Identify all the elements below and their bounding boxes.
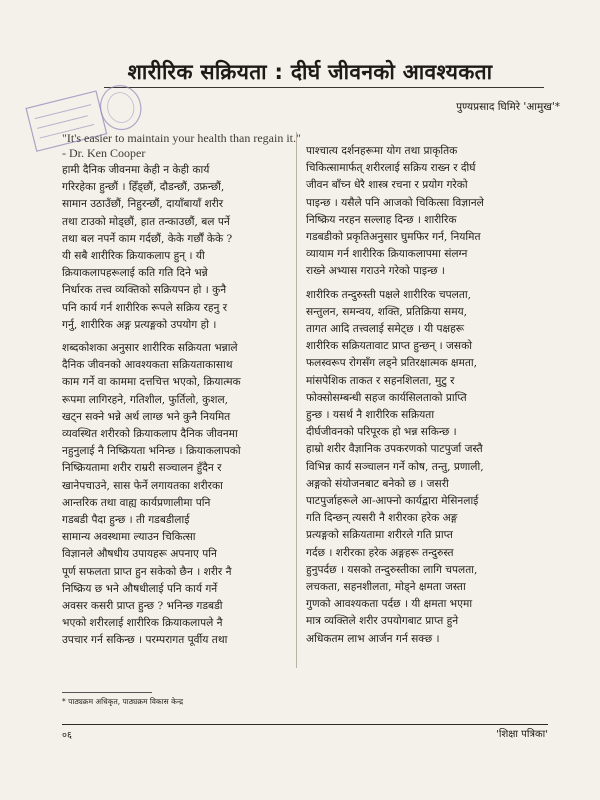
text-line: यी सबै शारीरिक क्रियाकलाप हुन् । यी — [62, 250, 205, 263]
text-line: निष्क्रिय छ भने औषधीलाई पनि कार्य गर्ने — [62, 582, 218, 595]
text-line: गुणको आवश्यकता पर्दछ । यी क्षमता भएमा — [306, 598, 473, 611]
left-paragraph-2 — [62, 340, 307, 650]
text-line: शारीरिक तन्दुरुस्ती पक्षले शारीरिक चपलता, — [306, 288, 471, 301]
text-line: पाइन्छ । यसैले पनि आजको चिकित्सा विज्ञानले — [306, 196, 484, 209]
text-line: निर्धारक तत्त्व व्यक्तिको सक्रियपन हो । कुनै — [62, 284, 227, 297]
text-line: शारीरिक सक्रियतावाट प्राप्त हुन्छन् । जसको — [306, 340, 472, 353]
text-line: क्रियाकलापहरूलाई कति गति दिने भन्ने — [62, 267, 208, 280]
epigraph-quote: "It's easier to maintain your health than regain it." - Dr. Ken Cooper — [62, 131, 301, 160]
right-paragraph-2 — [306, 287, 548, 648]
text-line: व्यायाम गर्न शारीरिक क्रियाकलापमा संलग्न — [306, 248, 468, 261]
text-line: फलस्वरूप रोगसँग लड्ने प्रतिरक्षात्मक क्षमता, — [306, 357, 477, 370]
text-line: तथा बल नपर्ने काम गर्दछौं, केके गर्छौं केके ? — [62, 232, 233, 245]
text-line: तथा टाउको मोड्छौं, हात तन्काउछौं, बल पर्ने — [62, 215, 230, 228]
text-line: निष्क्रिय नरहन सल्लाह दिन्छ । शारीरिक — [306, 213, 457, 226]
journal-name: 'शिक्षा पत्रिका' — [496, 729, 548, 740]
text-line: तागत आदि तत्त्वलाई समेट्छ । यी पक्षहरू — [306, 323, 464, 336]
column-divider — [296, 132, 297, 668]
text-line: खट्न सक्ने भन्ने अर्थ लाग्छ भने कुनै नियमित — [62, 410, 231, 423]
text-line: सामान्य अवस्थामा ल्याउन चिकित्सा — [62, 531, 196, 544]
text-line: फोक्सोसम्बन्धी सहज कार्यसिलताको प्राप्ति — [306, 391, 467, 404]
text-line: हाम्रो शरीर वैज्ञानिक उपकरणको पाटपुर्जा जस्तै — [306, 443, 483, 456]
text-line: गर्दछ । शरीरका हरेक अङ्गहरू तन्दुरुस्त — [306, 546, 454, 559]
text-line: गर्नु, शारीरिक अङ्ग प्रत्यङ्गको उपयोग हो । — [62, 318, 217, 331]
text-line: सामान उठाउँछौं, निहुरन्छौं, दायाँबायाँ शरीर — [62, 198, 224, 211]
text-line: हुन्छ । यसर्थ नै शारीरिक सक्रियता — [306, 409, 435, 422]
footnote-rule — [62, 692, 152, 693]
text-line: अङ्गको संयोजनबाट बनेको छ । जसरी — [306, 477, 449, 490]
text-line: आन्तरिक तथा वाह्य कार्यप्रणालीमा पनि — [62, 496, 211, 509]
text-line: विज्ञानले औषधीय उपायहरू अपनाए पनि — [62, 548, 217, 561]
text-line: सन्तुलन, समन्वय, शक्ति, प्रतिक्रिया समय, — [306, 305, 468, 318]
text-line: विभिन्न कार्य सञ्चालन गर्ने कोष, तन्तु, प्रणाली, — [306, 460, 484, 473]
text-line: मांसपेशिक ताकत र सहनशिलता, मुटु र — [306, 374, 455, 387]
text-line: पूर्ण सफलता प्राप्त हुन सकेको छैन । शरीर नै — [62, 565, 232, 578]
text-line: पाश्चात्य दर्शनहरूमा योग तथा प्राकृतिक — [306, 145, 458, 157]
text-line: शब्दकोशका अनुसार शारीरिक सक्रियता भन्नाले — [62, 342, 238, 355]
left-paragraph-1 — [62, 162, 307, 334]
text-line: खानेपचाउने, सास फेर्ने लगायतका शरीरका — [62, 479, 223, 492]
text-line: हुनुपर्दछ । यसको तन्दुरुस्तीका लागि चपलता, — [306, 563, 478, 576]
text-line: पनि कार्य गर्न शारीरिक रूपले सक्रिय रहनु र — [62, 301, 228, 314]
text-line: गडबडीको प्रकृतिअनुसार घुमफिर गर्न, नियमित — [306, 231, 481, 244]
text-line: उपचार गर्न सकिन्छ । परम्परागत पूर्वीय तथा — [62, 634, 228, 647]
text-line: दैनिक जीवनको आवश्यकता सक्रियताकासाथ — [62, 359, 233, 372]
text-line: जीवन बाँच्न धेरै शास्त्र रचना र प्रयोग गरेको — [306, 179, 468, 192]
text-line: रूपमा लागिरहने, गतिशील, फुर्तिलो, कुशल, — [62, 393, 229, 406]
right-paragraph-1 — [306, 143, 548, 281]
title-underline — [104, 87, 544, 88]
text-line: प्रत्यङ्गको सक्रियतामा शरीरले गति प्राप्त — [306, 529, 453, 542]
page-number: ०६ — [62, 730, 72, 741]
article-title: शारीरिक सक्रियता : दीर्घ जीवनको आवश्यकता — [127, 60, 493, 84]
author-footnote: * पाठ्यक्रम अधिकृत, पाठ्यक्रम विकास केन्द्र — [62, 697, 184, 706]
text-line: गरिरहेका हुन्छौं । हिँड्छौं, दौडन्छौं, उफ्रन्छौं, — [62, 181, 225, 194]
text-line: हामी दैनिक जीवनमा केही न केही कार्य — [62, 164, 210, 176]
text-line: चिकित्सामार्फत् शरीरलाई सक्रिय राख्न र दीर्घ — [306, 162, 476, 175]
text-line: अवसर कसरी प्राप्त हुन्छ ? भनिन्छ गडबडी — [62, 600, 223, 613]
text-line: नहुनुलाई नै निष्क्रियता भनिन्छ । क्रियाकलापको — [62, 445, 241, 458]
text-line: पाटपुर्जाहरूले आ-आफ्नो कार्यद्वारा मेसिनलाई — [306, 495, 479, 508]
text-line: लचकता, सहनशीलता, मोड्ने क्षमता जस्ता — [306, 581, 466, 594]
text-line: दीर्घजीवनको परिपूरक हो भन्न सकिन्छ । — [306, 426, 457, 439]
text-line: मात्र व्यक्तिले शरीर उपयोगबाट प्राप्त हुने — [306, 615, 459, 628]
author-name: पुण्यप्रसाद घिमिरे 'आमुख'* — [456, 101, 560, 113]
left-column — [62, 131, 307, 656]
text-line: काम गर्ने वा काममा दत्तचित्त भएको, क्रियात्मक — [62, 376, 241, 389]
footer-rule — [62, 724, 548, 725]
text-line: व्यवस्थित शरीरको क्रियाकलाप दैनिक जीवनमा — [62, 428, 238, 441]
text-line: गति दिन्छन् त्यसरी नै शरीरका हरेक अङ्ग — [306, 512, 458, 525]
text-line: भएको शरीरलाई शारीरिक क्रियाकलापले नै — [62, 617, 223, 630]
text-line: अधिकतम लाभ आर्जन गर्न सक्छ । — [306, 632, 440, 645]
text-line: निष्क्रियतामा शरीर राम्ररी सञ्चालन हुँदैन र — [62, 462, 222, 475]
right-column — [306, 143, 548, 654]
text-line: राख्ने अभ्यास गराउने गरेको पाइन्छ । — [306, 265, 445, 278]
text-line: गडबडी पैदा हुन्छ । ती गडबडीलाई — [62, 514, 190, 527]
